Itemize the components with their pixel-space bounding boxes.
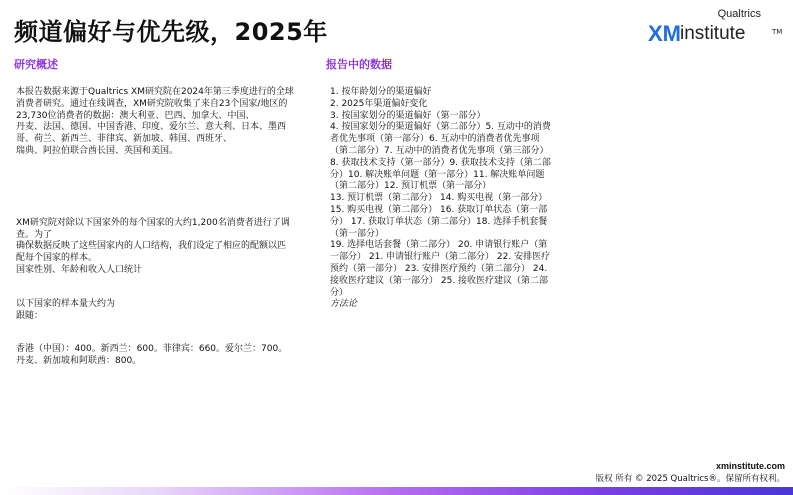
page-title: 频道偏好与优先级，2025年 (14, 18, 328, 46)
list-item: 4. 按国家划分的渠道偏好（第二部分）5. 互动中的消费者优先事项（第一部分）6. 互动中的消费者优先事项（第二部分）7. 互动中的消费者优先事项（第三部分）8. 获取技术支持（第一部分）9. 获取技术支持（第二部分）10. 解决账单问题（第一部分）11. 解决账单问题（第二部分）12. 预订机票（第一部分） (330, 122, 551, 192)
logo-xm: XM (648, 21, 681, 46)
list-item: 2. 2025年渠道偏好变化 (330, 98, 428, 109)
xm-institute-logo (648, 8, 783, 48)
list-item: 19. 选择电话套餐（第二部分） 20. 申请银行账户（第一部分） 21. 申请银行账户（第二部分） 22. 安排医疗预约（第一部分） 23. 安排医疗预约（第二部分） 24. 接收医疗建议（第一部分） 25. 接收医疗建议（第二部分） (330, 240, 551, 298)
overview-paragraph: 以下国家的样本量大约为 (16, 298, 116, 309)
overview-paragraph: XM研究院对除以下国家外的每个国家的大约1,200名消费者进行了调查。为了 (16, 217, 290, 240)
report-data-list (330, 87, 552, 311)
research-overview-body (16, 87, 294, 368)
overview-paragraph: 香港（中国）：400。新西兰：600。菲律宾：660。爱尔兰：700。丹麦、新加坡和阿联酋：800。 (16, 344, 288, 367)
overview-paragraph: 确保数据反映了这些国家内的人口结构，我们设定了相应的配额以匹配每个国家的样本。 (16, 241, 287, 264)
logo-trademark: TM (772, 28, 783, 36)
footer-url[interactable]: xminstitute.com (715, 461, 785, 471)
report-data-heading: 报告中的数据 (326, 58, 392, 71)
overview-paragraph: 跟随： (16, 310, 44, 321)
overview-paragraph: 国家性别、年龄和收入人口统计 (16, 264, 143, 275)
research-overview-heading: 研究概述 (14, 58, 58, 71)
list-item: 3. 按国家划分的渠道偏好（第一部分） (330, 110, 486, 121)
list-item: 1. 按年龄划分的渠道偏好 (330, 87, 432, 97)
overview-paragraph: 本报告数据来源于Qualtrics XM研究院在2024年第三季度进行的全球消费者研究。通过在线调查，XM研究院收集了来自23个国家/地区的23,730位消费者的数据：澳大利亚、巴西、加拿大、中国、 (16, 87, 294, 121)
overview-paragraph: 瑞典、阿拉伯联合酋长国、英国和美国。 (16, 145, 179, 156)
gradient-footer-bar (0, 487, 793, 495)
logo-brand-small: Qualtrics (717, 8, 761, 20)
footer-copyright: 版权 所有 © 2025 Qualtrics®。保留所有权利。 (595, 474, 785, 484)
methodology-label: 方法论 (330, 299, 358, 310)
overview-paragraph: 丹麦、法国、德国、中国香港、印度、爱尔兰、意大利、日本、墨西哥、荷兰、新西兰、菲律宾、新加坡、韩国、西班牙、 (16, 122, 287, 145)
list-item: 13. 预订机票（第二部分） 14. 购买电视（第一部分） 15. 购买电视（第二部分） 16. 获取订单状态（第一部分） 17. 获取订单状态（第二部分）18. 选择手机套餐（第一部分） (330, 193, 548, 239)
logo-institute: institute (680, 23, 746, 44)
